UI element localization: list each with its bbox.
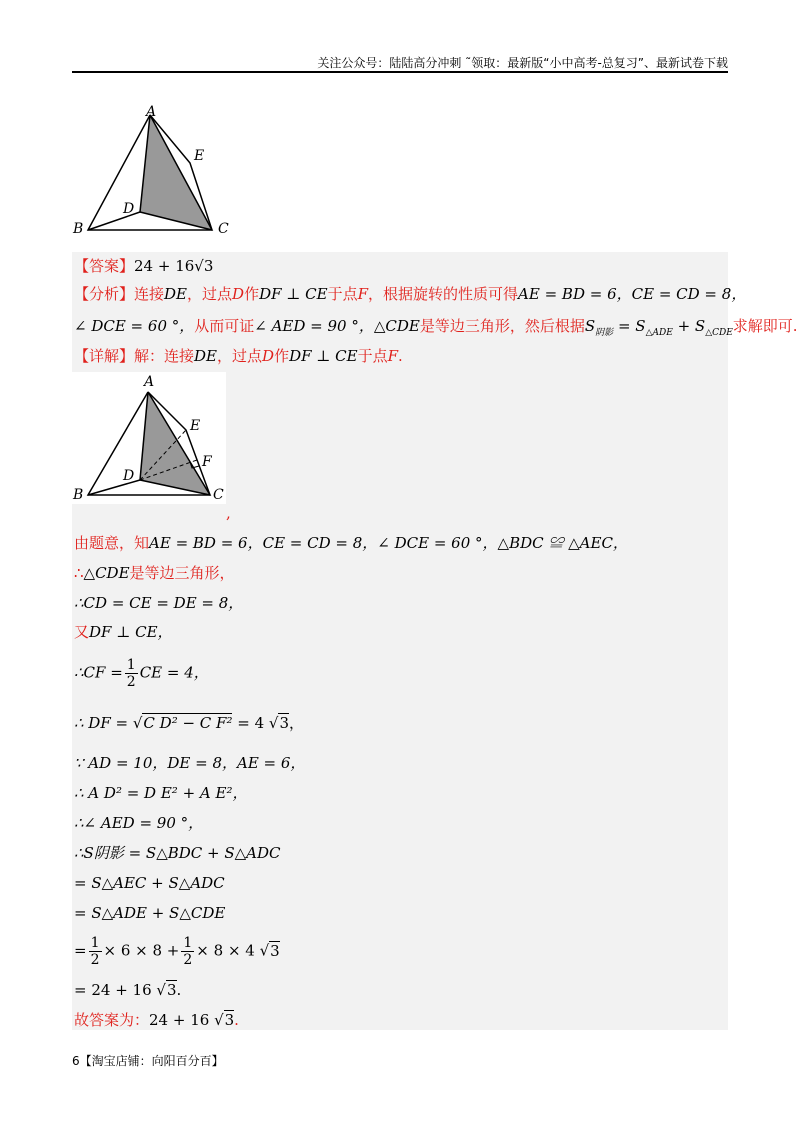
step-11: = S△AEC + S△ADC [74, 874, 225, 892]
detail-math: F [387, 347, 399, 365]
label-d: D [123, 468, 135, 484]
step-math: AE = BD = 6，CE = CD = 8，∠ DCE = 60 °，△BDC ≌ △AEC， [149, 534, 628, 552]
analysis-text: 连接 [134, 285, 165, 303]
step-math: CE = 4， [139, 663, 209, 682]
analysis-math: △CDE [373, 317, 420, 335]
step-math: = [74, 941, 87, 960]
analysis-math: AE = BD = 6，CE = CD = 8， [518, 285, 747, 303]
fraction-denominator: 2 [183, 952, 193, 968]
detail-math: DF ⊥ CE [289, 347, 358, 365]
step-14: = 24 + 16 √3. [74, 981, 182, 999]
analysis-text: 于点 [327, 285, 358, 303]
figure-1 [72, 103, 242, 238]
label-e: E [194, 148, 205, 164]
label-b: B [73, 221, 84, 237]
analysis-text: 是等边三角形，然后根据 [419, 317, 585, 335]
shaded-triangle [140, 115, 212, 230]
step-math: DF ⊥ CE， [89, 623, 173, 641]
step-math: ∴ DF = [74, 714, 129, 732]
step-3: ∴CD = CE = DE = 8， [74, 594, 244, 612]
step-12: = S△ADE + S△CDE [74, 904, 226, 922]
detail-text: 解：连接 [134, 347, 195, 365]
analysis-text: 求解即可. [732, 317, 798, 335]
step-2 [74, 563, 235, 583]
step-math: ∴ [74, 564, 84, 582]
label-b: B [73, 487, 84, 503]
step-text: 由题意，知 [74, 534, 150, 552]
step-math: ∴CF = [74, 663, 123, 682]
detail-line [74, 346, 403, 366]
fraction-denominator: 2 [126, 674, 136, 690]
step-text: 是等边三角形， [129, 564, 235, 582]
label-a: A [144, 374, 155, 390]
final-answer-label: 故答案为： [74, 1011, 150, 1029]
label-d: D [123, 201, 135, 217]
analysis-text: ，过点 [187, 285, 233, 303]
step-9: ∴∠ AED = 90 °， [74, 814, 204, 832]
step-math: . [176, 981, 182, 999]
step-text: 又 [74, 623, 90, 641]
answer-tag: 【答案】 [74, 257, 135, 275]
detail-text: 于点 [357, 347, 388, 365]
sqrt-radicand: 3 [279, 714, 290, 732]
step-math: ， [289, 714, 305, 732]
step-5 [74, 657, 209, 690]
analysis-line-2 [74, 316, 798, 343]
label-a: A [146, 104, 157, 120]
step-math: × 6 × 8 + [103, 941, 180, 960]
step-7: ∵ AD = 10，DE = 8，AE = 6， [74, 754, 306, 772]
fraction-half [125, 657, 138, 690]
step-13: = $\frac{1}{2}$ × 6 × 8 + $\frac{1}{2}$ × 8 × 4 √3 [74, 935, 280, 968]
label-e: E [190, 418, 201, 434]
detail-math: D [262, 347, 275, 365]
page-header: 关注公众号：陆陆高分冲刺 ˜领取：最新版“小中高考-总复习”、最新试卷下载 [317, 56, 728, 70]
analysis-line-1 [74, 284, 746, 304]
analysis-math: DF ⊥ CE [259, 285, 328, 303]
sqrt-radicand: 3 [166, 981, 177, 999]
answer-line [74, 256, 213, 276]
fraction-denominator: 2 [90, 952, 100, 968]
step-math: = 24 + 16 [74, 981, 152, 999]
sqrt-radicand: 3 [270, 941, 280, 960]
header-rule [72, 71, 728, 73]
label-f: F [202, 454, 212, 470]
step-10: ∴S阴影 = S△BDC + S△ADC [74, 844, 281, 862]
analysis-math: ∠ AED = 90 °， [254, 317, 374, 335]
fraction-numerator: 1 [183, 935, 193, 951]
page-footer: 6【淘宝店铺：向阳百分百】 [72, 1054, 224, 1068]
label-c: C [218, 221, 229, 237]
fraction-half [89, 935, 102, 968]
analysis-math: D [232, 285, 245, 303]
step-4 [74, 622, 173, 642]
step-8: ∴ A D² = D E² + A E²， [74, 784, 248, 802]
analysis-tag: 【分析】 [74, 285, 135, 303]
step-math: = 4 [237, 714, 265, 732]
detail-text: ，过点 [217, 347, 263, 365]
fraction-numerator: 1 [90, 935, 100, 951]
fraction-half [181, 935, 194, 968]
detail-text: . [398, 347, 403, 365]
step-math: △CDE [83, 564, 130, 582]
detail-math: DE [194, 347, 218, 365]
sqrt-radicand: 3 [224, 1011, 235, 1029]
label-c: C [213, 487, 224, 503]
sqrt-radicand: C D² − C F² [143, 714, 233, 732]
step-math: 24 + 16 [149, 1011, 210, 1029]
analysis-math: ∠ DCE = 60 °， [74, 317, 195, 335]
area-formula: $S_{阴影} = S_{\triangle ADE} + S_{\triangle CDE}$ [584, 317, 733, 338]
analysis-math: DE [164, 285, 188, 303]
analysis-text: 作 [244, 285, 260, 303]
step-6: ∴ DF = √C D² − C F² = 4 √3， [74, 714, 305, 732]
analysis-math: F [357, 285, 369, 303]
analysis-text: ，根据旋转的性质可得 [368, 285, 519, 303]
analysis-text: 从而可证 [194, 317, 255, 335]
detail-tag: 【详解】 [74, 347, 135, 365]
step-1 [74, 533, 628, 553]
fraction-numerator: 1 [126, 657, 136, 673]
detail-text: 作 [274, 347, 290, 365]
step-math: . [234, 1011, 239, 1029]
shaded-triangle [140, 392, 210, 495]
answer-value: 24 + 16√3 [134, 257, 214, 275]
figure-2 [72, 372, 226, 504]
step-math: × 8 × 4 [196, 941, 255, 960]
comma-mark: , [226, 504, 231, 522]
step-15: 故答案为：24 + 16 √3. [74, 1011, 239, 1029]
